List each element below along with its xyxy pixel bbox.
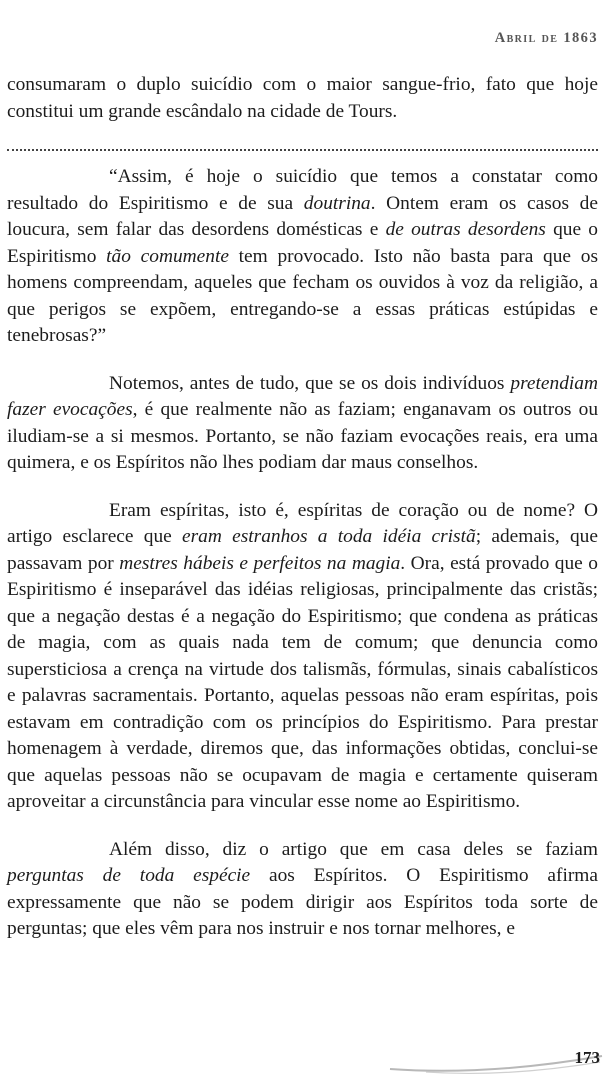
text-run: consumaram o duplo suicídio com o maior sangue-frio, fato que hoje constitui um grande escândalo na cidade de Tours. [7,74,598,122]
italic-run: tão comumente [106,245,229,267]
paragraph-alem-disso [7,837,598,943]
running-header: Abril de 1863 [494,30,598,46]
text-run: . Ontem eram os casos de loucura, sem falar das desordens domésticas e [7,192,598,240]
italic-run: doutrina [303,192,371,214]
page-number: 173 [574,1048,600,1067]
italic-run: perguntas de toda espécie [7,865,251,886]
italic-run: pretendiam fazer evocações [7,372,598,420]
italic-run: eram estranhos a toda idéia cristã [182,526,476,547]
paragraph-quote [7,164,598,350]
italic-run: de outras desordens [385,219,546,240]
dotted-separator [7,149,598,151]
text-run: “Assim, é hoje o suicídio que temos a constatar como resultado do Espiritismo e de sua [7,166,598,214]
paragraph-eram-espiritas [7,498,598,816]
text-run: , é que realmente não as faziam; enganavam os outros ou iludiam-se a si mesmos. Portanto, se não faziam evocações reais, era uma quimera, e os Espíritos não lhes podiam dar maus conselhos. [7,399,599,473]
paragraph-notemos [7,371,598,477]
page-number-swoosh-ornament [386,1042,606,1076]
paragraph-continuation [7,72,598,125]
text-run: Eram espíritas, isto é, espíritas de coração ou de nome? O artigo esclarece que [7,499,598,547]
text-run: Além disso, diz o artigo que em casa deles se faziam [109,838,598,860]
page-body [7,72,598,943]
text-run: ; ademais, que passavam por [7,526,598,574]
text-run: tem provocado. Isto não basta para que os homens compreendam, aqueles que fecham os ouvidos à voz da religião, a que perigos se expõem, entregando-se a essas práticas estúpidas e tenebrosas?” [7,245,598,346]
text-run: que o Espiritismo [7,219,598,267]
text-run: . Ora, está provado que o Espiritismo é inseparável das idéias religiosas, principalmente das cristãs; que a negação destas é a negação do Espiritismo; que condena as práticas de magia, com as quais nada tem de comum; que denuncia como supersticiosa a crença na virtude dos talismãs, fórmulas, sinais cabalísticos e palavras sacramentais. Portanto, aquelas pessoas não eram espíritas, pois estavam em contradição com os princípios do Espiritismo. Para prestar homenagem à verdade, diremos que, das informações obtidas, conclui-se que aquelas pessoas não se ocupavam de magia e certamente quiseram aproveitar a circunstância para vincular esse nome ao Espiritismo. [7,552,598,812]
text-run: Notemos, antes de tudo, que se os dois indivíduos [109,372,511,394]
text-run: aos Espíritos. O Espiritismo afirma expressamente que não se podem dirigir aos Espíritos toda sorte de perguntas; que eles vêm para nos instruir e nos tornar melhores, e [7,865,598,939]
italic-run: mestres hábeis e perfeitos na magia [119,552,401,574]
